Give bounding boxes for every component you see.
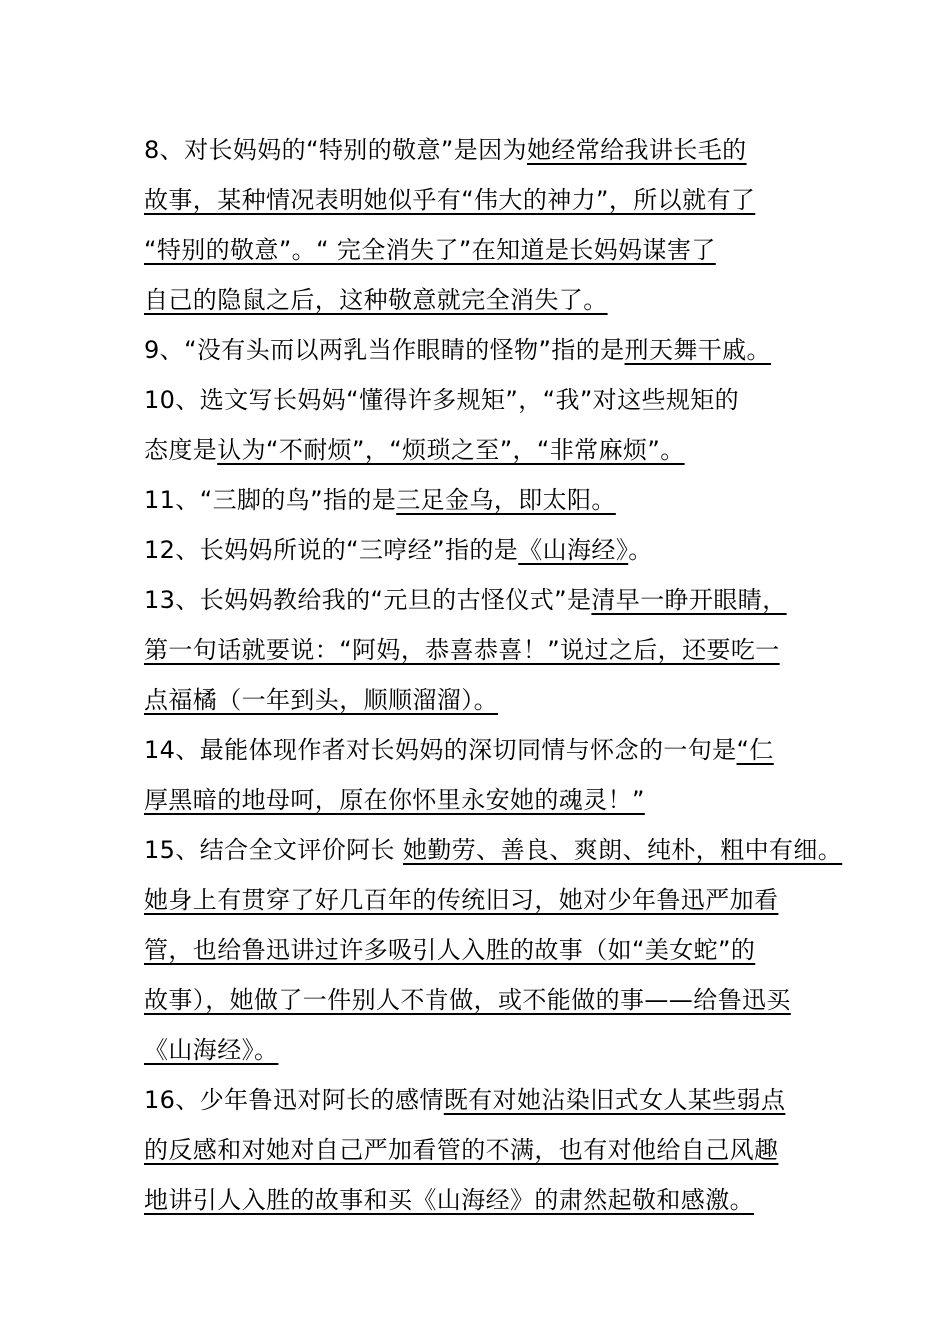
q8-line-1 (144, 126, 844, 174)
q16-answer: 既有对她沾染旧式女人某些弱点 (443, 1086, 786, 1114)
q14-answer: “仁 (736, 736, 774, 764)
q12-period: 。 (628, 536, 653, 564)
q15-question: 15、结合全文评价阿长 (144, 836, 403, 864)
q15-answer-cont: 管，也给鲁迅讲过许多吸引人入胜的故事（如“美女蛇”的 (144, 936, 756, 964)
q13-answer: 清早一睁开眼睛， (591, 586, 787, 614)
q15-line-5 (144, 1026, 844, 1074)
q15-line-2 (144, 876, 844, 924)
q12-question: 12、长妈妈所说的“三哼经”指的是 (144, 536, 519, 564)
q10-answer: 认为“不耐烦”，“烦琐之至”，“非常麻烦”。 (217, 436, 685, 464)
q15-answer-cont: 故事），她做了一件别人不肯做，或不能做的事——给鲁迅买 (144, 986, 791, 1014)
q8-answer-cont: 故事，某种情况表明她似乎有“伟大的神力”，所以就有了 (144, 186, 756, 214)
q12-answer: 《山海经》 (518, 536, 629, 564)
q12-line (144, 526, 844, 574)
q9-question: 9、“没有头而以两乳当作眼睛的怪物”指的是 (144, 336, 625, 364)
q13-line-1 (144, 576, 844, 624)
q8-answer-cont: 自己的隐鼠之后，这种敬意就完全消失了。 (144, 286, 608, 314)
q15-answer-cont: 《山海经》。 (144, 1036, 279, 1064)
q16-line-1 (144, 1076, 844, 1124)
q10-line-1 (144, 376, 844, 424)
q11-line (144, 476, 844, 524)
q8-line-3 (144, 226, 844, 274)
q16-question: 16、少年鲁迅对阿长的感情 (144, 1086, 444, 1114)
q13-question: 13、长妈妈教给我的“元旦的古怪仪式”是 (144, 586, 592, 614)
q8-answer-cont: “特别的敬意”。“ 完全消失了”在知道是长妈妈谋害了 (144, 236, 716, 264)
q13-answer-cont: 点福橘（一年到头，顺顺溜溜）。 (144, 686, 498, 714)
q14-line-2 (144, 776, 844, 824)
q8-question: 8、对长妈妈的“特别的敬意”是因为 (144, 136, 527, 164)
q10-question: 10、选文写长妈妈“懂得许多规矩”，“我”对这些规矩的 (144, 386, 740, 414)
q14-line-1 (144, 726, 844, 774)
q16-line-3 (144, 1176, 844, 1224)
q9-line (144, 326, 844, 374)
q8-line-4 (144, 276, 844, 324)
q10-line-2 (144, 426, 844, 474)
q15-answer-cont: 她身上有贯穿了好几百年的传统旧习，她对少年鲁迅严加看 (144, 886, 779, 914)
q14-question: 14、最能体现作者对长妈妈的深切同情与怀念的一句是 (144, 736, 737, 764)
q8-line-2 (144, 176, 844, 224)
q13-line-3 (144, 676, 844, 724)
q11-answer: 三足金乌，即太阳。 (396, 486, 616, 514)
q16-answer-cont: 的反感和对她对自己严加看管的不满，也有对他给自己风趣 (144, 1136, 779, 1164)
q9-answer: 刑天舞干戚。 (624, 336, 771, 364)
q15-line-4 (144, 976, 844, 1024)
q11-question: 11、“三脚的鸟”指的是 (144, 486, 397, 514)
q8-answer: 她经常给我讲长毛的 (526, 136, 747, 164)
q16-line-2 (144, 1126, 844, 1174)
q10-question-cont: 态度是 (144, 436, 218, 464)
q16-answer-cont: 地讲引人入胜的故事和买《山海经》的肃然起敬和感激。 (144, 1186, 754, 1214)
q13-answer-cont: 第一句话就要说：“阿妈，恭喜恭喜！”说过之后，还要吃一 (144, 636, 780, 664)
q14-answer-cont: 厚黑暗的地母呵，原在你怀里永安她的魂灵！” (144, 786, 645, 814)
q15-line-1 (144, 826, 844, 874)
q15-line-3 (144, 926, 844, 974)
q13-line-2 (144, 626, 844, 674)
q15-answer: 她勤劳、善良、爽朗、纯朴，粗中有细。 (402, 836, 843, 864)
